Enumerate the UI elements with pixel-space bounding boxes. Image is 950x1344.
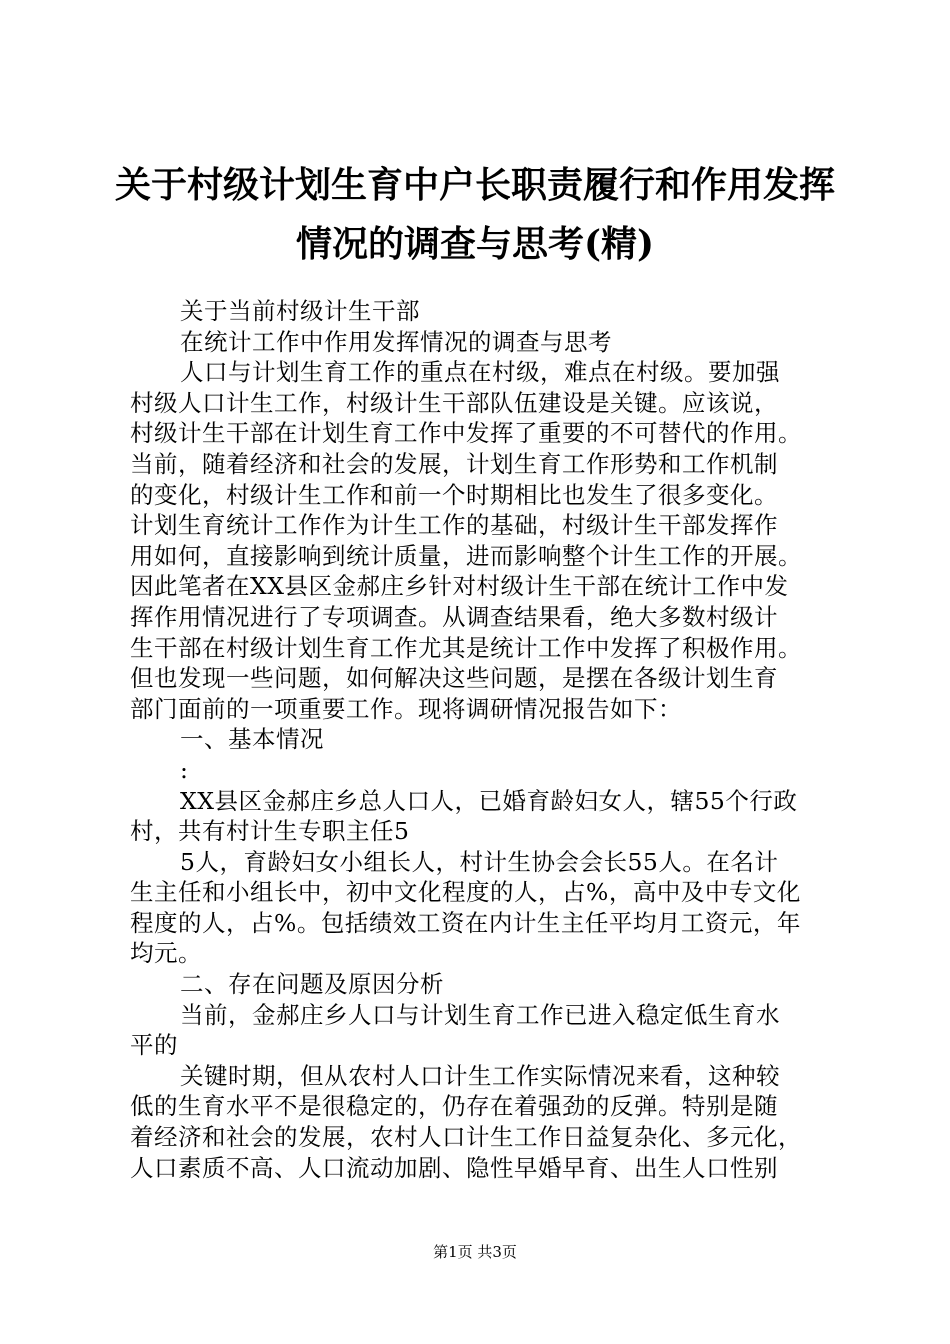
body-line: 人口与计划生育工作的重点在村级，难点在村级。要加强 [180, 358, 780, 387]
body-line: 村，共有村计生专职主任5 [130, 817, 410, 846]
document-title-line-1: 关于村级计划生育中户长职责履行和作用发挥 [114, 164, 835, 206]
page-footer: 第1页 共3页 [433, 1243, 517, 1261]
body-line: 村级人口计生工作，村级计生干部队伍建设是关键。应该说， [130, 388, 778, 417]
body-line: 5人，育龄妇女小组长人，村计生协会会长55人。在名计 [180, 847, 779, 876]
body-line: 部门面前的一项重要工作。现将调研情况报告如下： [130, 694, 682, 723]
body-line: 低的生育水平不是很稳定的，仍存在着强劲的反弹。特别是随 [130, 1092, 778, 1121]
body-line: 关键时期，但从农村人口计生工作实际情况来看，这种较 [180, 1061, 780, 1090]
body-line: 关于当前村级计生干部 [180, 297, 420, 325]
body-line: 生主任和小组长中，初中文化程度的人，占%，高中及中专文化 [130, 878, 801, 907]
document-title-line-2: 情况的调查与思考(精) [295, 223, 655, 265]
body-line: 当前，随着经济和社会的发展，计划生育工作形势和工作机制 [130, 449, 778, 478]
body-line: 着经济和社会的发展，农村人口计生工作日益复杂化、多元化， [130, 1123, 802, 1152]
body-line: 一、基本情况 [180, 725, 324, 754]
body-line: 因此笔者在XX县区金郝庄乡针对村级计生干部在统计工作中发 [130, 572, 789, 601]
body-line: 平的 [130, 1031, 178, 1060]
document-body [130, 296, 830, 1183]
body-line: 生干部在村级计划生育工作尤其是统计工作中发挥了积极作用。 [130, 633, 802, 662]
body-line: 计划生育统计工作作为计生工作的基础，村级计生干部发挥作 [130, 511, 778, 540]
body-line: 二、存在问题及原因分析 [180, 970, 444, 999]
body-line: 村级计生干部在计划生育工作中发挥了重要的不可替代的作用。 [130, 419, 802, 448]
body-line: 人口素质不高、人口流动加剧、隐性早婚早育、出生人口性别 [130, 1153, 778, 1182]
body-line: 挥作用情况进行了专项调查。从调查结果看，绝大多数村级计 [130, 602, 778, 631]
body-line: 程度的人，占%。包括绩效工资在内计生主任平均月工资元，年 [130, 908, 801, 937]
body-line: 均元。 [130, 939, 202, 968]
body-line: 但也发现一些问题，如何解决这些问题，是摆在各级计划生育 [130, 664, 778, 693]
body-line: 用如何，直接影响到统计质量，进而影响整个计生工作的开展。 [130, 541, 802, 570]
body-line: : [180, 755, 189, 784]
body-line: 当前，金郝庄乡人口与计划生育工作已进入稳定低生育水 [180, 1000, 780, 1029]
body-line: 在统计工作中作用发挥情况的调查与思考 [180, 327, 612, 356]
body-line: 的变化，村级计生工作和前一个时期相比也发生了很多变化。 [130, 480, 778, 509]
body-line: XX县区金郝庄乡总人口人，已婚育龄妇女人，辖55个行政 [180, 786, 798, 815]
